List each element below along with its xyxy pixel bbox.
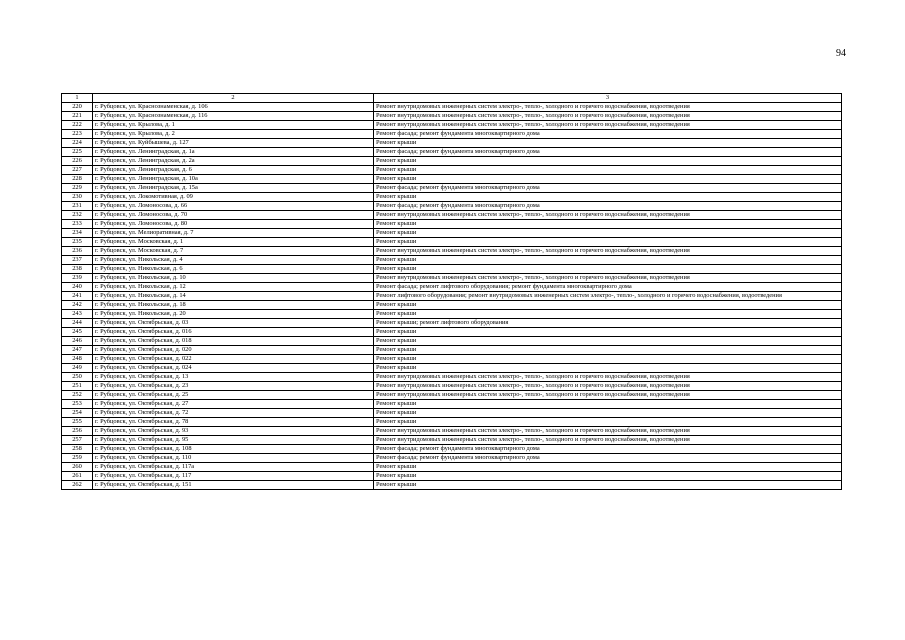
row-address: г. Рубцовск, ул. Октябрьская, д. 020: [93, 346, 374, 355]
table-row: [62, 283, 842, 292]
row-number: 241: [62, 292, 93, 301]
row-address: г. Рубцовск, ул. Октябрьская, д. 022: [93, 355, 374, 364]
row-number: 228: [62, 175, 93, 184]
row-work-type: Ремонт крыши: [374, 256, 842, 265]
row-work-type: Ремонт внутридомовых инженерных систем электро-, тепло-, холодного и горячего водоснабжения, водоотведения: [374, 382, 842, 391]
row-number: 248: [62, 355, 93, 364]
row-work-type: Ремонт крыши: [374, 139, 842, 148]
row-work-type: Ремонт внутридомовых инженерных систем электро-, тепло-, холодного и горячего водоснабжения, водоотведения: [374, 427, 842, 436]
table-row: [62, 382, 842, 391]
table-row: [62, 130, 842, 139]
table-row: [62, 112, 842, 121]
table-row: [62, 472, 842, 481]
row-work-type: Ремонт фасада; ремонт лифтового оборудования; ремонт фундамента многоквартирного дома: [374, 283, 842, 292]
row-address: г. Рубцовск, ул. Октябрьская, д. 117: [93, 472, 374, 481]
table-row: [62, 364, 842, 373]
row-number: 231: [62, 202, 93, 211]
row-address: г. Рубцовск, ул. Крылова, д. 1: [93, 121, 374, 130]
table-row: [62, 409, 842, 418]
row-work-type: Ремонт крыши: [374, 193, 842, 202]
row-number: 257: [62, 436, 93, 445]
row-address: г. Рубцовск, ул. Октябрьская, д. 151: [93, 481, 374, 490]
row-work-type: Ремонт внутридомовых инженерных систем электро-, тепло-, холодного и горячего водоснабжения, водоотведения: [374, 211, 842, 220]
row-address: г. Рубцовск, ул. Ленинградская, д. 15а: [93, 184, 374, 193]
table-row: [62, 220, 842, 229]
row-address: г. Рубцовск, ул. Мелиоративная, д. 7: [93, 229, 374, 238]
table-header: [62, 94, 842, 103]
row-address: г. Рубцовск, ул. Куйбышева, д. 127: [93, 139, 374, 148]
row-number: 240: [62, 283, 93, 292]
row-address: г. Рубцовск, ул. Крылова, д. 2: [93, 130, 374, 139]
table-row: [62, 121, 842, 130]
table-row: [62, 193, 842, 202]
table-row: [62, 463, 842, 472]
row-work-type: Ремонт крыши: [374, 157, 842, 166]
row-number: 235: [62, 238, 93, 247]
row-address: г. Рубцовск, ул. Октябрьская, д. 03: [93, 319, 374, 328]
row-work-type: Ремонт внутридомовых инженерных систем электро-, тепло-, холодного и горячего водоснабжения, водоотведения: [374, 247, 842, 256]
row-number: 236: [62, 247, 93, 256]
table-row: [62, 454, 842, 463]
row-number: 251: [62, 382, 93, 391]
row-address: г. Рубцовск, ул. Московская, д. 1: [93, 238, 374, 247]
table-row: [62, 400, 842, 409]
row-number: 232: [62, 211, 93, 220]
table-row: [62, 103, 842, 112]
row-address: г. Рубцовск, ул. Ломоносова, д. 70: [93, 211, 374, 220]
row-work-type: Ремонт крыши: [374, 328, 842, 337]
table-body: [62, 103, 842, 490]
row-number: 255: [62, 418, 93, 427]
table-row: [62, 301, 842, 310]
row-work-type: Ремонт крыши: [374, 220, 842, 229]
table-row: [62, 238, 842, 247]
row-address: г. Рубцовск, ул. Октябрьская, д. 110: [93, 454, 374, 463]
row-work-type: Ремонт крыши: [374, 301, 842, 310]
row-number: 253: [62, 400, 93, 409]
row-work-type: Ремонт внутридомовых инженерных систем электро-, тепло-, холодного и горячего водоснабжения, водоотведения: [374, 112, 842, 121]
row-address: г. Рубцовск, ул. Ломоносова, д. 66: [93, 202, 374, 211]
row-work-type: Ремонт крыши: [374, 418, 842, 427]
row-number: 256: [62, 427, 93, 436]
row-address: г. Рубцовск, ул. Октябрьская, д. 108: [93, 445, 374, 454]
row-work-type: Ремонт фасада; ремонт фундамента многоквартирного дома: [374, 130, 842, 139]
row-number: 258: [62, 445, 93, 454]
row-number: 227: [62, 166, 93, 175]
row-number: 220: [62, 103, 93, 112]
row-address: г. Рубцовск, ул. Октябрьская, д. 016: [93, 328, 374, 337]
row-address: г. Рубцовск, ул. Краснознаменская, д. 106: [93, 103, 374, 112]
row-address: г. Рубцовск, ул. Никольская, д. 4: [93, 256, 374, 265]
row-address: г. Рубцовск, ул. Октябрьская, д. 93: [93, 427, 374, 436]
table-row: [62, 445, 842, 454]
row-work-type: Ремонт внутридомовых инженерных систем электро-, тепло-, холодного и горячего водоснабжения, водоотведения: [374, 373, 842, 382]
row-work-type: Ремонт крыши: [374, 409, 842, 418]
table-row: [62, 247, 842, 256]
row-address: г. Рубцовск, ул. Локомотивная, д. 09: [93, 193, 374, 202]
row-work-type: Ремонт крыши: [374, 472, 842, 481]
column-header-number: 1: [62, 94, 93, 103]
row-address: г. Рубцовск, ул. Московская, д. 7: [93, 247, 374, 256]
row-work-type: Ремонт крыши: [374, 238, 842, 247]
row-address: г. Рубцовск, ул. Никольская, д. 20: [93, 310, 374, 319]
row-number: 249: [62, 364, 93, 373]
table-row: [62, 319, 842, 328]
row-address: г. Рубцовск, ул. Октябрьская, д. 95: [93, 436, 374, 445]
row-work-type: Ремонт крыши: [374, 400, 842, 409]
row-address: г. Рубцовск, ул. Никольская, д. 14: [93, 292, 374, 301]
table-row: [62, 337, 842, 346]
row-number: 233: [62, 220, 93, 229]
row-address: г. Рубцовск, ул. Ленинградская, д. 2а: [93, 157, 374, 166]
table-row: [62, 148, 842, 157]
row-number: 244: [62, 319, 93, 328]
row-work-type: Ремонт крыши: [374, 463, 842, 472]
table-row: [62, 256, 842, 265]
row-address: г. Рубцовск, ул. Октябрьская, д. 27: [93, 400, 374, 409]
row-number: 234: [62, 229, 93, 238]
table-row: [62, 328, 842, 337]
row-work-type: Ремонт фасада; ремонт фундамента многоквартирного дома: [374, 454, 842, 463]
table-row: [62, 211, 842, 220]
row-number: 225: [62, 148, 93, 157]
row-address: г. Рубцовск, ул. Октябрьская, д. 23: [93, 382, 374, 391]
table-row: [62, 373, 842, 382]
row-address: г. Рубцовск, ул. Ломоносова, д. 80: [93, 220, 374, 229]
row-number: 261: [62, 472, 93, 481]
row-number: 224: [62, 139, 93, 148]
row-number: 243: [62, 310, 93, 319]
table-row: [62, 229, 842, 238]
row-address: г. Рубцовск, ул. Октябрьская, д. 72: [93, 409, 374, 418]
row-work-type: Ремонт фасада; ремонт фундамента многоквартирного дома: [374, 148, 842, 157]
row-work-type: Ремонт внутридомовых инженерных систем электро-, тепло-, холодного и горячего водоснабжения, водоотведения: [374, 121, 842, 130]
row-work-type: Ремонт внутридомовых инженерных систем электро-, тепло-, холодного и горячего водоснабжения, водоотведения: [374, 274, 842, 283]
row-number: 245: [62, 328, 93, 337]
row-address: г. Рубцовск, ул. Октябрьская, д. 25: [93, 391, 374, 400]
table-row: [62, 391, 842, 400]
row-address: г. Рубцовск, ул. Ленинградская, д. 1а: [93, 148, 374, 157]
row-number: 229: [62, 184, 93, 193]
table-row: [62, 418, 842, 427]
table-row: [62, 157, 842, 166]
row-number: 254: [62, 409, 93, 418]
row-address: г. Рубцовск, ул. Ленинградская, д. 6: [93, 166, 374, 175]
row-number: 226: [62, 157, 93, 166]
row-work-type: Ремонт лифтового оборудования; ремонт внутридомовых инженерных систем электро-, тепло-, холодного и горячего водоснабжения, водоотведения: [374, 292, 842, 301]
table-row: [62, 265, 842, 274]
row-number: 222: [62, 121, 93, 130]
row-address: г. Рубцовск, ул. Октябрьская, д. 024: [93, 364, 374, 373]
row-work-type: Ремонт крыши: [374, 166, 842, 175]
row-work-type: Ремонт внутридомовых инженерных систем электро-, тепло-, холодного и горячего водоснабжения, водоотведения: [374, 436, 842, 445]
row-number: 250: [62, 373, 93, 382]
table-row: [62, 202, 842, 211]
row-work-type: Ремонт внутридомовых инженерных систем электро-, тепло-, холодного и горячего водоснабжения, водоотведения: [374, 103, 842, 112]
row-number: 230: [62, 193, 93, 202]
table-row: [62, 292, 842, 301]
row-number: 252: [62, 391, 93, 400]
row-work-type: Ремонт крыши: [374, 175, 842, 184]
table-row: [62, 481, 842, 490]
table-row: [62, 274, 842, 283]
row-address: г. Рубцовск, ул. Никольская, д. 12: [93, 283, 374, 292]
row-number: 239: [62, 274, 93, 283]
row-address: г. Рубцовск, ул. Никольская, д. 6: [93, 265, 374, 274]
row-work-type: Ремонт крыши: [374, 355, 842, 364]
table-row: [62, 346, 842, 355]
row-number: 260: [62, 463, 93, 472]
page-number: 94: [836, 48, 846, 59]
row-work-type: Ремонт крыши: [374, 481, 842, 490]
row-address: г. Рубцовск, ул. Никольская, д. 18: [93, 301, 374, 310]
row-work-type: Ремонт крыши: [374, 364, 842, 373]
table-row: [62, 166, 842, 175]
row-address: г. Рубцовск, ул. Ленинградская, д. 10а: [93, 175, 374, 184]
row-number: 238: [62, 265, 93, 274]
row-number: 246: [62, 337, 93, 346]
row-work-type: Ремонт фасада; ремонт фундамента многоквартирного дома: [374, 445, 842, 454]
row-address: г. Рубцовск, ул. Октябрьская, д. 018: [93, 337, 374, 346]
repair-registry-table: [61, 93, 842, 490]
table-row: [62, 175, 842, 184]
row-work-type: Ремонт крыши: [374, 346, 842, 355]
row-address: г. Рубцовск, ул. Никольская, д. 10: [93, 274, 374, 283]
header-row: [62, 94, 842, 103]
row-work-type: Ремонт крыши; ремонт лифтового оборудования: [374, 319, 842, 328]
table-row: [62, 427, 842, 436]
row-work-type: Ремонт внутридомовых инженерных систем электро-, тепло-, холодного и горячего водоснабжения, водоотведения: [374, 391, 842, 400]
table-row: [62, 436, 842, 445]
row-work-type: Ремонт крыши: [374, 265, 842, 274]
row-address: г. Рубцовск, ул. Октябрьская, д. 78: [93, 418, 374, 427]
row-work-type: Ремонт фасада; ремонт фундамента многоквартирного дома: [374, 202, 842, 211]
column-header-work: 3: [374, 94, 842, 103]
row-number: 242: [62, 301, 93, 310]
row-address: г. Рубцовск, ул. Октябрьская, д. 13: [93, 373, 374, 382]
row-number: 259: [62, 454, 93, 463]
row-number: 223: [62, 130, 93, 139]
row-number: 221: [62, 112, 93, 121]
table-row: [62, 184, 842, 193]
table-row: [62, 310, 842, 319]
table-row: [62, 139, 842, 148]
row-number: 237: [62, 256, 93, 265]
row-work-type: Ремонт крыши: [374, 337, 842, 346]
row-number: 247: [62, 346, 93, 355]
row-work-type: Ремонт крыши: [374, 310, 842, 319]
table-row: [62, 355, 842, 364]
row-address: г. Рубцовск, ул. Октябрьская, д. 117а: [93, 463, 374, 472]
row-address: г. Рубцовск, ул. Краснознаменская, д. 116: [93, 112, 374, 121]
row-number: 262: [62, 481, 93, 490]
row-work-type: Ремонт крыши: [374, 229, 842, 238]
row-work-type: Ремонт фасада; ремонт фундамента многоквартирного дома: [374, 184, 842, 193]
column-header-address: 2: [93, 94, 374, 103]
